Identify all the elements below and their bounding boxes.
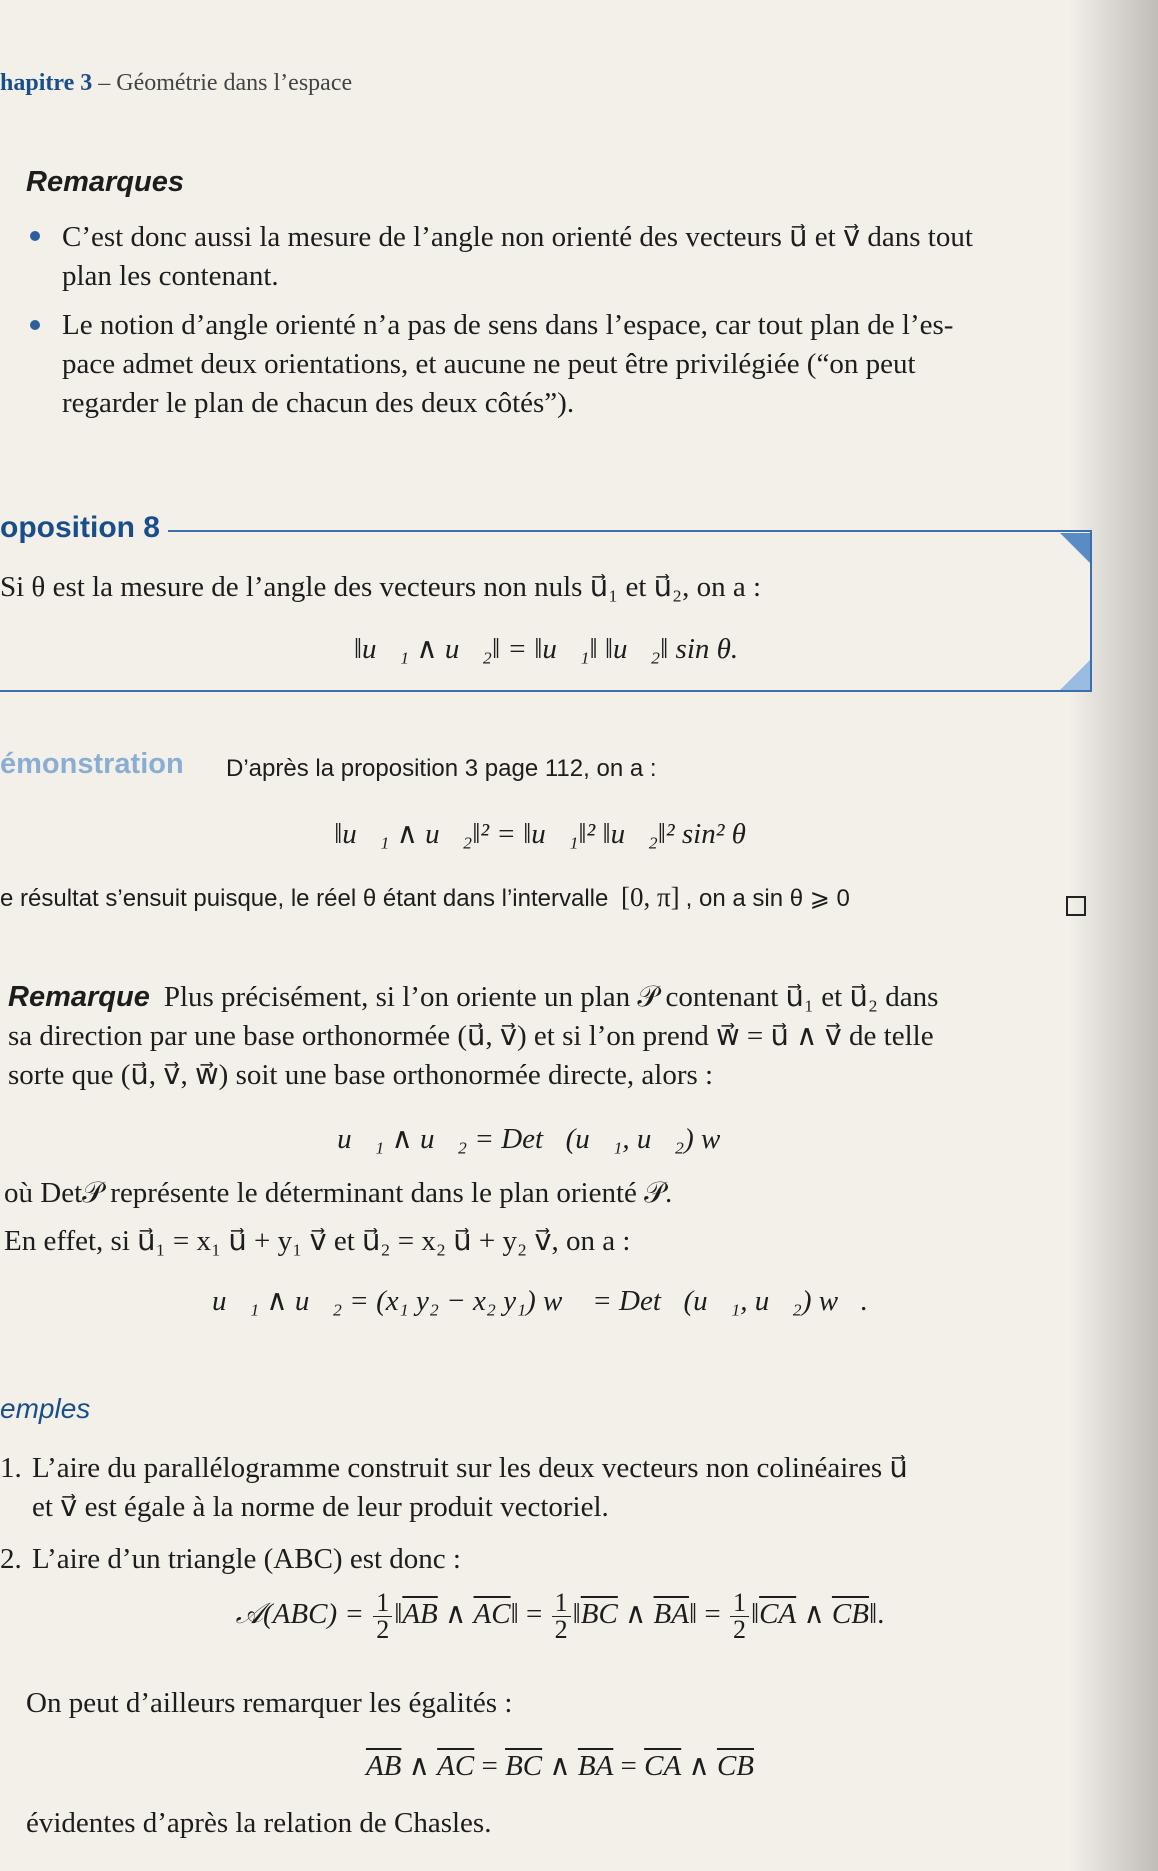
area-formula: 𝒜(ABC) = $\frac{1}{2}$ $‖\overline{AB}$ ∧ $\overline{AC}‖$ = $\frac{1}{2}$ $‖\overline{BC}$ ∧ $\overline{BA}‖$ = $\frac{1}{2}$ $‖\overline{CA}$ ∧ $\overline{CB}‖$. bbox=[235, 1588, 885, 1644]
chapter-title: Géométrie dans l’espace bbox=[116, 70, 353, 96]
proposition-formula: ‖u⃗₁ ∧ u⃗₂‖ = ‖u⃗₁‖ ‖u⃗₂‖ sin θ. bbox=[353, 633, 739, 665]
demonstration-title: émonstration bbox=[0, 748, 184, 780]
remarque-item-2 bbox=[62, 306, 1112, 423]
exemple-2: L’aire d’un triangle (ABC) est donc : bbox=[32, 1543, 461, 1575]
remarque-item-1-line: C’est donc aussi la mesure de l’angle non orienté des vecteurs u⃗ et v⃗ dans tout bbox=[62, 221, 973, 253]
exemple-1-line: et v⃗ est égale à la norme de leur produit vectoriel. bbox=[32, 1491, 609, 1523]
remarque-effet-line: En effet, si u⃗₁ = x₁ u⃗ + y₁ v⃗ et u⃗₂ = x₂ u⃗ + y₂ v⃗, on a : bbox=[4, 1225, 631, 1257]
bullet-icon bbox=[30, 320, 40, 330]
running-header bbox=[0, 70, 352, 97]
chasles-conclusion: évidentes d’après la relation de Chasles. bbox=[26, 1807, 492, 1839]
remarque-formula-2: u⃗₁ ∧ u⃗₂ = (x₁ y₂ − x₂ y₁) w⃗ = Det𝒫(u⃗₁, u⃗₂) w⃗. bbox=[212, 1285, 868, 1317]
remarque-item-2-line: pace admet deux orientations, et aucune ne peut être privilégiée (“on peut bbox=[62, 348, 916, 380]
remarque-det-line: où Det𝒫 représente le déterminant dans le plan orienté 𝒫. bbox=[4, 1177, 673, 1209]
proposition-title: oposition 8 bbox=[0, 511, 168, 545]
one-half-fraction: $\frac{1}{2}$ bbox=[730, 1590, 749, 1643]
remarque-paragraph bbox=[8, 978, 1098, 1095]
vector-CA: $\overline{CA}$ bbox=[644, 1750, 682, 1782]
remarque-formula-1: u⃗₁ ∧ u⃗₂ = Det𝒫(u⃗₁, u⃗₂) w⃗ bbox=[337, 1123, 743, 1155]
egalites-formula: $\overline{AB}$ ∧ $\overline{AC} = \overline{BC}$ ∧ $\overline{BA} = \overline{CA}$ ∧ $\overline{CB}$ bbox=[365, 1750, 755, 1782]
remarque-line: sorte que (u⃗, v⃗, w⃗) soit une base orthonormée directe, alors : bbox=[8, 1059, 714, 1091]
egalites-remark: On peut d’ailleurs remarquer les égalités : bbox=[26, 1687, 513, 1719]
qed-square-icon bbox=[1066, 896, 1086, 916]
remarque-item-2-line: regarder le plan de chacun des deux côtés”). bbox=[62, 387, 575, 419]
area-lhs: 𝒜(ABC) = bbox=[235, 1598, 364, 1631]
header-separator: – bbox=[98, 70, 111, 96]
remarque-item-1 bbox=[62, 218, 1107, 296]
vector-BC: $\overline{BC}$ bbox=[580, 1598, 618, 1631]
vector-AB: $\overline{AB}$ bbox=[402, 1598, 438, 1631]
vector-AC: $\overline{AC}$ bbox=[473, 1598, 511, 1631]
exemples-title: emples bbox=[0, 1393, 91, 1424]
vector-CA: $\overline{CA}$ bbox=[759, 1598, 797, 1631]
corner-decoration-icon bbox=[1060, 533, 1090, 563]
proposition-statement: Si θ est la mesure de l’angle des vecteurs non nuls u⃗₁ et u⃗₂, on a : bbox=[0, 571, 762, 603]
conclusion-text-end: , on a sin θ ⩾ 0 bbox=[685, 885, 850, 912]
remarque-item-1-line: plan les contenant. bbox=[62, 260, 279, 292]
bullet-icon bbox=[30, 231, 40, 241]
demonstration-conclusion bbox=[0, 882, 850, 913]
exemple-2-number: 2. bbox=[0, 1543, 22, 1575]
vector-AC: $\overline{AC}$ bbox=[437, 1750, 475, 1782]
remarque-title: Remarque bbox=[8, 981, 150, 1013]
remarque-line: Plus précisément, si l’on oriente un plan 𝒫 contenant u⃗₁ et u⃗₂ dans bbox=[163, 981, 939, 1013]
conclusion-text: e résultat s’ensuit puisque, le réel θ étant dans l’intervalle bbox=[0, 885, 609, 912]
remarque-item-2-line: Le notion d’angle orienté n’a pas de sens dans l’espace, car tout plan de l’es- bbox=[62, 309, 954, 341]
exemple-1 bbox=[32, 1449, 1092, 1527]
demonstration-intro: D’après la proposition 3 page 112, on a : bbox=[226, 755, 657, 782]
demonstration-formula: ‖u⃗₁ ∧ u⃗₂‖² = ‖u⃗₁‖² ‖u⃗₂‖² sin² θ bbox=[334, 818, 746, 850]
vector-BC: $\overline{BC}$ bbox=[505, 1750, 543, 1782]
exemple-1-number: 1. bbox=[0, 1452, 22, 1484]
vector-CB: $\overline{CB}$ bbox=[831, 1598, 869, 1631]
vector-BA: $\overline{BA}$ bbox=[577, 1750, 614, 1782]
exemple-1-line: L’aire du parallélogramme construit sur les deux vecteurs non colinéaires u⃗ bbox=[32, 1452, 908, 1484]
vector-BA: $\overline{BA}$ bbox=[653, 1598, 689, 1631]
one-half-fraction: $\frac{1}{2}$ bbox=[552, 1590, 571, 1643]
vector-AB: $\overline{AB}$ bbox=[365, 1750, 402, 1782]
vector-CB: $\overline{CB}$ bbox=[716, 1750, 755, 1782]
remarque-line: sa direction par une base orthonormée (u⃗, v⃗) et si l’on prend w⃗ = u⃗ ∧ v⃗ de telle bbox=[8, 1020, 934, 1052]
chapter-label: hapitre 3 bbox=[0, 70, 93, 96]
one-half-fraction: $\frac{1}{2}$ bbox=[373, 1590, 392, 1643]
remarques-title: Remarques bbox=[26, 166, 184, 198]
interval: [0, π] bbox=[621, 882, 680, 912]
